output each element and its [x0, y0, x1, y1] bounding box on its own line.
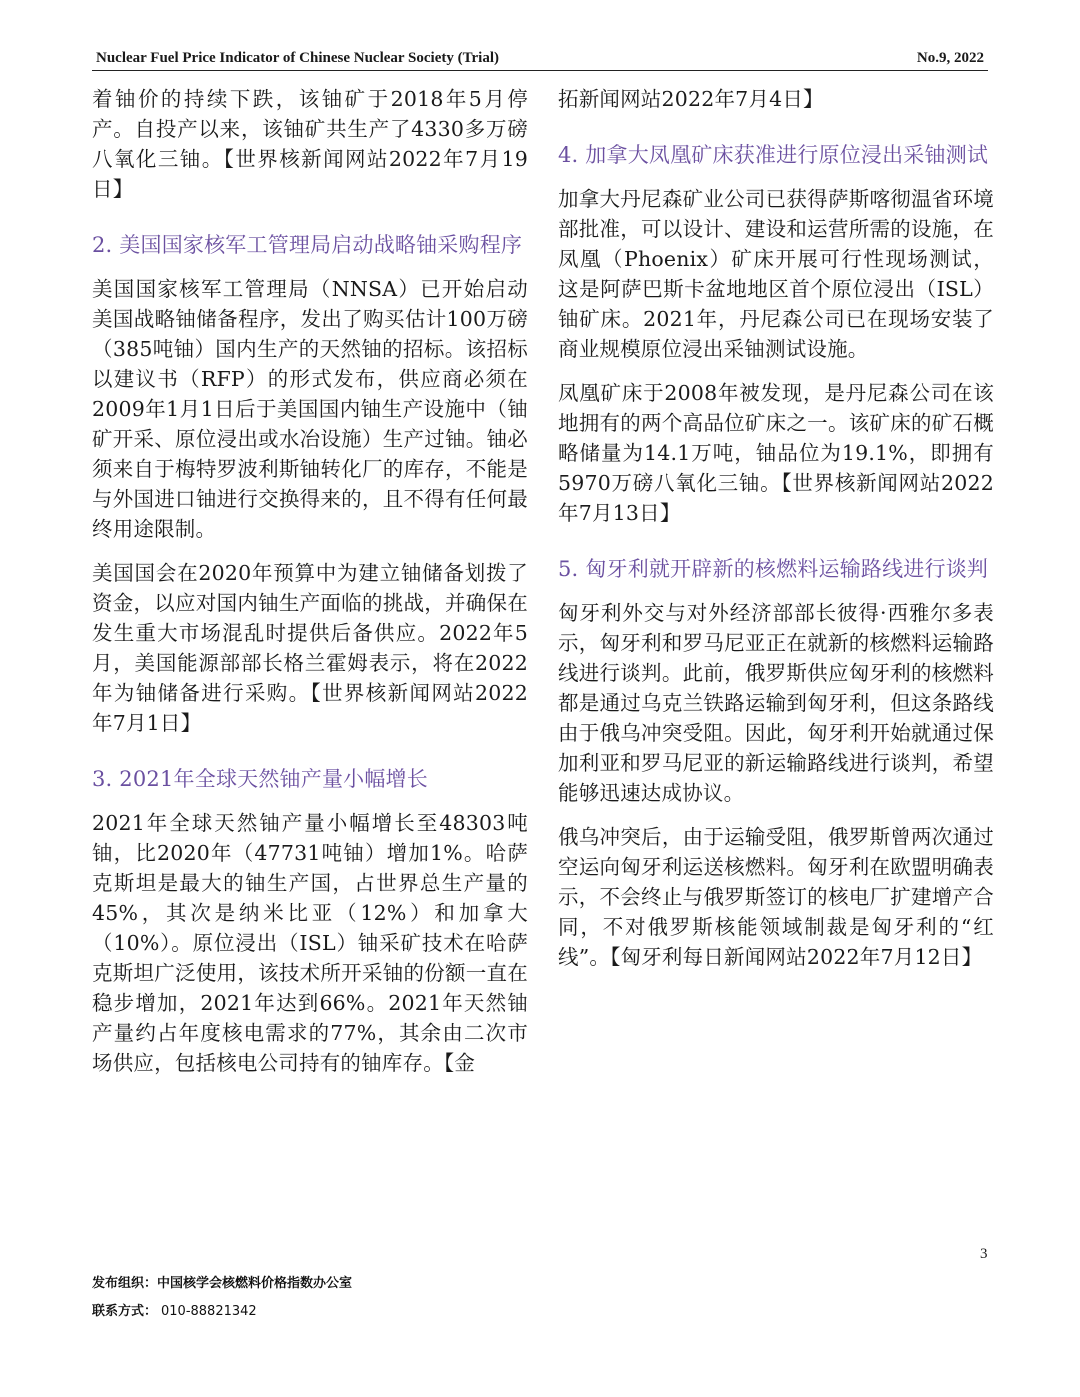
publisher-name: 中国核学会核燃料价格指数办公室: [157, 1276, 353, 1291]
issue-number: No.9, 2022: [916, 50, 984, 66]
publisher-label: 发布组织：: [92, 1276, 158, 1291]
section-3-paragraph-1: 2021年全球天然铀产量小幅增长至48303吨铀，比2020年（47731吨铀）增加1%。哈萨克斯坦是最大的铀生产国，占世界总生产量的45%，其次是纳米比亚（12%）和加拿大（10%）。原位浸出（ISL）铀采矿技术在哈萨克斯坦广泛使用，该技术所开采铀的份额一直在稳步增加，2021年达到66%。2021年天然铀产量约占年度核电需求的77%，其余由二次市场供应，包括核电公司持有的铀库存。【金: [92, 811, 528, 1075]
section-4-paragraph-1: 加拿大丹尼森矿业公司已获得萨斯喀彻温省环境部批准，可以设计、建设和运营所需的设施，在凤凰（Phoenix）矿床开展可行性现场测试，这是阿萨巴斯卡盆地地区首个原位浸出（ISL）铀矿床。2021年，丹尼森公司已在现场安装了商业规模原位浸出采铀测试设施。: [558, 187, 994, 361]
contact-line: [92, 1298, 352, 1326]
publisher-line: [92, 1270, 352, 1298]
continuation-text: 着铀价的持续下跌，该铀矿于2018年5月停产。自投产以来，该铀矿共生产了4330多万磅八氧化三铀。【世界核新闻网站2022年7月19日】: [92, 87, 528, 201]
section-4-paragraph-2: 凤凰矿床于2008年被发现，是丹尼森公司在该地拥有的两个高品位矿床之一。该矿床的矿石概略储量为14.1万吨，铀品位为19.1%，即拥有5970万磅八氧化三铀。【世界核新闻网站2022年7月13日】: [558, 381, 994, 525]
continuation-text: 拓新闻网站2022年7月4日】: [558, 87, 824, 111]
section-3-heading: 3. 2021年全球天然铀产量小幅增长: [92, 767, 428, 791]
right-column: [558, 84, 994, 1224]
page-header: [92, 48, 988, 71]
section-5-heading: 5. 匈牙利就开辟新的核燃料运输路线进行谈判: [558, 557, 989, 581]
contact-label: 联系方式：: [92, 1304, 158, 1319]
section-2-heading: 2. 美国国家核军工管理局启动战略铀采购程序: [92, 233, 523, 257]
left-column: [92, 84, 528, 1224]
page-number: 3: [980, 1246, 988, 1262]
section-2-paragraph-2: 美国国会在2020年预算中为建立铀储备划拨了资金，以应对国内铀生产面临的挑战，并确保在发生重大市场混乱时提供后备供应。2022年5月，美国能源部部长格兰霍姆表示，将在2022年为铀储备进行采购。【世界核新闻网站2022年7月1日】: [92, 561, 528, 735]
section-5-paragraph-2: 俄乌冲突后，由于运输受阻，俄罗斯曾两次通过空运向匈牙利运送核燃料。匈牙利在欧盟明确表示，不会终止与俄罗斯签订的核电厂扩建增产合同，不对俄罗斯核能领域制裁是匈牙利的“红线”。【匈牙利每日新闻网站2022年7月12日】: [558, 825, 994, 969]
contact-phone: 010-88821342: [161, 1304, 257, 1319]
section-2-paragraph-1: 美国国家核军工管理局（NNSA）已开始启动美国战略铀储备程序，发出了购买估计100万磅（385吨铀）国内生产的天然铀的招标。该招标以建议书（RFP）的形式发布，供应商必须在2009年1月1日后于美国国内铀生产设施中（铀矿开采、原位浸出或水冶设施）生产过铀。铀必须来自于梅特罗波利斯铀转化厂的库存，不能是与外国进口铀进行交换得来的，且不得有任何最终用途限制。: [92, 277, 528, 541]
section-5-paragraph-1: 匈牙利外交与对外经济部部长彼得·西雅尔多表示，匈牙利和罗马尼亚正在就新的核燃料运输路线进行谈判。此前，俄罗斯供应匈牙利的核燃料都是通过乌克兰铁路运输到匈牙利，但这条路线由于俄乌冲突受阻。因此，匈牙利开始就通过保加利亚和罗马尼亚的新运输路线进行谈判，希望能够迅速达成协议。: [558, 601, 994, 805]
page-footer: [92, 1270, 352, 1326]
header-title: Nuclear Fuel Price Indicator of Chinese Nuclear Society (Trial): [96, 50, 499, 66]
section-4-heading: 4. 加拿大凤凰矿床获准进行原位浸出采铀测试: [558, 143, 989, 167]
